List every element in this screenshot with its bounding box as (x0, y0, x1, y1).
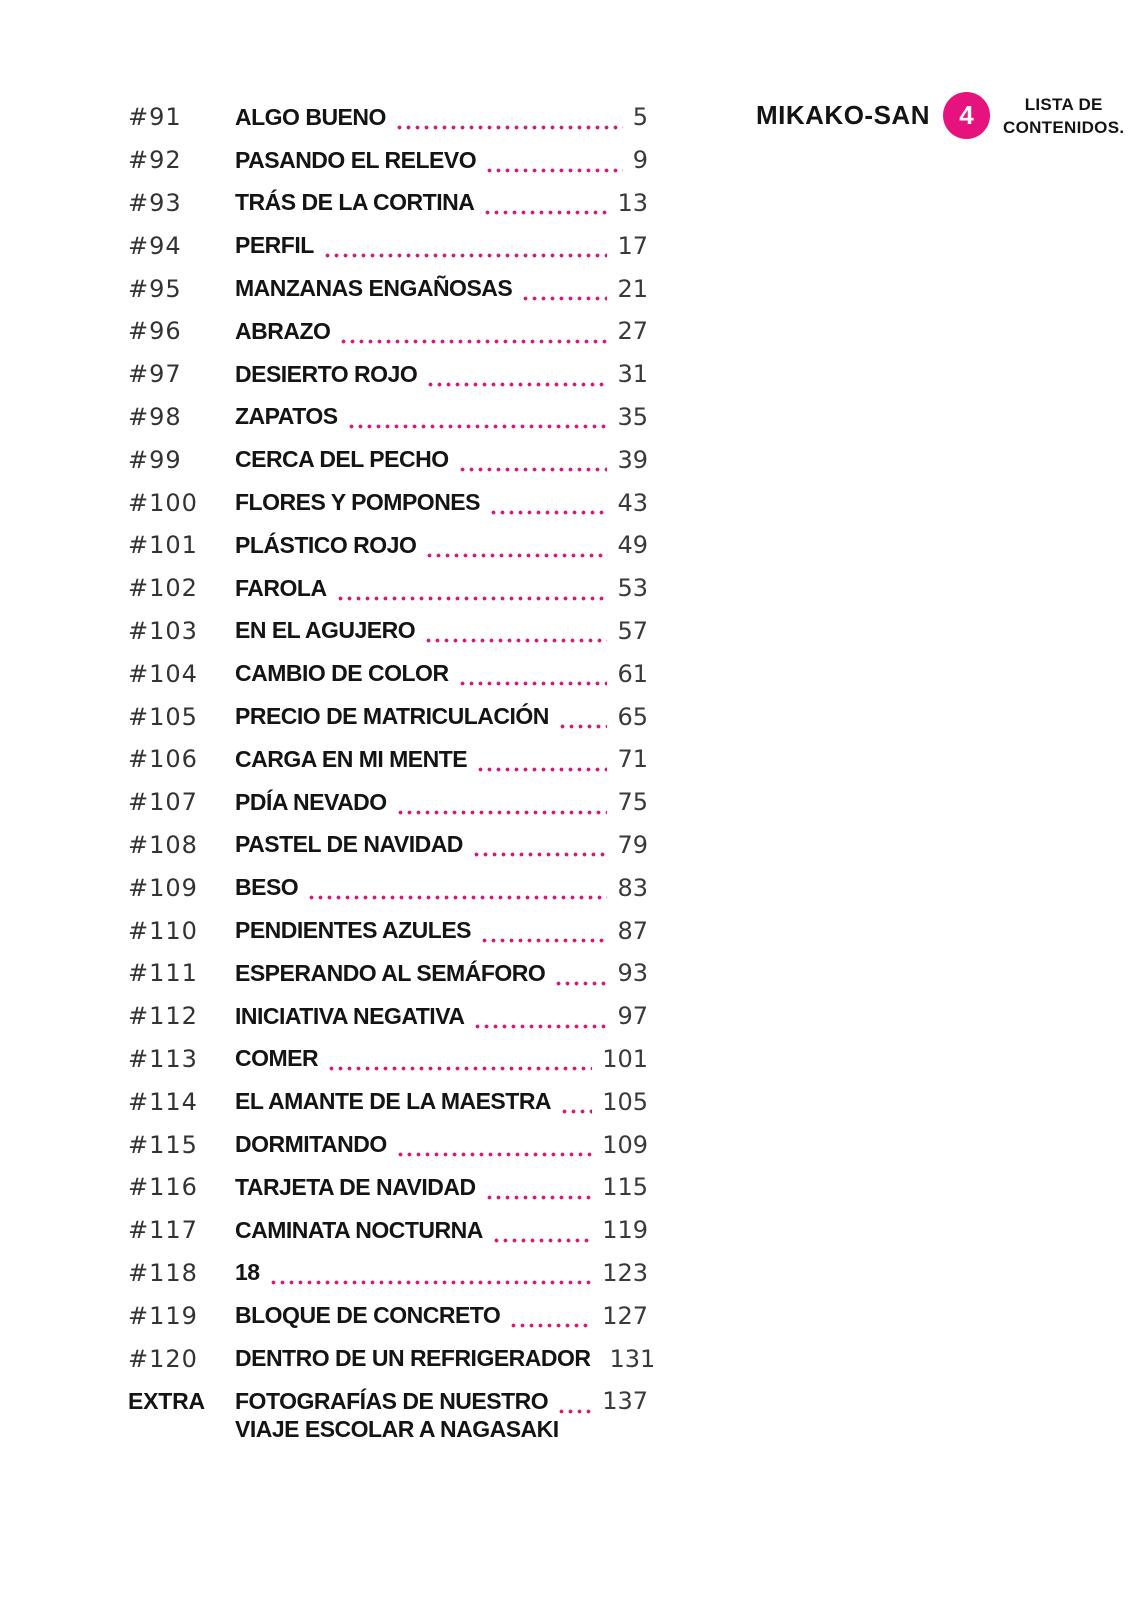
chapter-title: CAMINATA NOCTURNA (235, 1216, 483, 1243)
chapter-number: #106 (128, 745, 198, 774)
toc-entry-line (128, 310, 648, 353)
toc-entry-line (128, 824, 648, 867)
chapter-number: #100 (128, 488, 198, 517)
chapter-title: DESIERTO ROJO (235, 360, 418, 387)
chapter-title: MANZANAS ENGAÑOSAS (235, 275, 513, 302)
dotted-leader (473, 1024, 607, 1029)
dotted-leader (509, 1323, 592, 1328)
page-number: 27 (617, 317, 648, 346)
toc-entry-line (128, 1166, 648, 1209)
dotted-leader (476, 767, 607, 772)
toc-entry-line (128, 524, 648, 567)
toc-entry-line (128, 1080, 648, 1123)
toc-entry (128, 866, 648, 909)
chapter-title: DENTRO DE UN REFRIGERADOR (235, 1345, 591, 1371)
page-number: 61 (617, 659, 648, 688)
toc-entry-line (128, 1123, 648, 1166)
dotted-leader (458, 467, 608, 472)
toc-entry (128, 481, 648, 524)
dotted-leader (485, 1195, 593, 1200)
dotted-leader (395, 125, 623, 130)
page-number: 9 (632, 146, 648, 175)
toc-entry (128, 1380, 648, 1443)
page-number: 31 (617, 360, 648, 389)
toc-entry (128, 310, 648, 353)
page-number: 35 (617, 402, 648, 431)
table-of-contents (128, 96, 656, 1443)
page-number: 123 (602, 1258, 648, 1287)
toc-entry (128, 139, 648, 182)
chapter-number: #98 (128, 402, 182, 431)
chapter-number: #102 (128, 574, 198, 603)
toc-entry-line (128, 1337, 656, 1380)
page-number: 71 (617, 745, 648, 774)
chapter-number: #91 (128, 103, 182, 132)
toc-entry (128, 567, 648, 610)
chapter-number: #110 (128, 916, 198, 945)
dotted-leader (458, 681, 608, 686)
toc-entry (128, 738, 648, 781)
chapter-title: BESO (235, 874, 299, 901)
toc-entry-line (128, 909, 648, 952)
dotted-leader (347, 424, 608, 429)
page-number: 131 (609, 1344, 656, 1373)
chapter-title: ESPERANDO AL SEMÁFORO (235, 959, 546, 986)
chapter-number: #118 (128, 1258, 198, 1287)
page-number: 13 (617, 188, 648, 217)
dotted-leader (269, 1280, 593, 1285)
page-header (756, 92, 1124, 139)
toc-entry (128, 1038, 648, 1081)
chapter-title: FAROLA (235, 574, 327, 601)
chapter-title: INICIATIVA NEGATIVA (235, 1002, 465, 1029)
chapter-title: BLOQUE DE CONCRETO (235, 1302, 501, 1329)
chapter-number: #101 (128, 531, 198, 560)
chapter-number: #115 (128, 1130, 198, 1159)
chapter-number: #93 (128, 188, 182, 217)
dotted-leader (327, 1066, 592, 1071)
dotted-leader (560, 1109, 592, 1114)
toc-entry-line (128, 396, 648, 439)
page-number: 83 (617, 873, 648, 902)
chapter-number: #108 (128, 830, 198, 859)
toc-entry-line (128, 481, 648, 524)
chapter-number: #117 (128, 1216, 198, 1245)
page-number: 43 (617, 488, 648, 517)
page-number: 109 (602, 1130, 648, 1159)
toc-entry (128, 652, 648, 695)
dotted-leader (323, 253, 608, 258)
chapter-number: #116 (128, 1173, 198, 1202)
dotted-leader (558, 724, 608, 729)
page-number: 49 (617, 531, 648, 560)
chapter-title: PRECIO DE MATRICULACIÓN (235, 703, 549, 730)
chapter-title: PDÍA NEVADO (235, 788, 387, 815)
chapter-number: #94 (128, 231, 182, 260)
toc-entry-line (128, 738, 648, 781)
toc-entry-line (128, 1294, 648, 1337)
toc-entry (128, 610, 648, 653)
toc-entry (128, 438, 648, 481)
dotted-leader (521, 296, 607, 301)
chapter-title: CERCA DEL PECHO (235, 446, 449, 473)
toc-entry (128, 995, 648, 1038)
chapter-number: EXTRA (128, 1387, 205, 1414)
toc-entry-line (128, 952, 648, 995)
toc-entry-line (128, 866, 648, 909)
page-number: 119 (602, 1216, 648, 1245)
chapter-title-line2: VIAJE ESCOLAR A NAGASAKI (235, 1415, 559, 1442)
chapter-number: #120 (128, 1344, 198, 1373)
chapter-number: #97 (128, 360, 182, 389)
dotted-leader (307, 895, 607, 900)
page-number: 137 (602, 1387, 648, 1416)
chapter-title: EN EL AGUJERO (235, 617, 416, 644)
toc-entry-line (128, 1252, 648, 1295)
chapter-number: #103 (128, 616, 198, 645)
toc-entry (128, 353, 648, 396)
page-number: 101 (602, 1044, 648, 1073)
chapter-number: #104 (128, 659, 198, 688)
page-number: 127 (602, 1301, 648, 1330)
toc-entry (128, 182, 648, 225)
chapter-title: PLÁSTICO ROJO (235, 531, 417, 558)
toc-entry (128, 781, 648, 824)
toc-entry-line (128, 1209, 648, 1252)
page-number: 75 (617, 788, 648, 817)
toc-entry-line (128, 995, 648, 1038)
chapter-title: 18 (235, 1259, 260, 1286)
chapter-title: ZAPATOS (235, 403, 338, 430)
page-number: 65 (617, 702, 648, 731)
page-number: 39 (617, 445, 648, 474)
chapter-title: FOTOGRAFÍAS DE NUESTRO (235, 1387, 549, 1414)
chapter-number: #107 (128, 788, 198, 817)
dotted-leader (396, 810, 608, 815)
chapter-number: #114 (128, 1087, 198, 1116)
dotted-leader (396, 1152, 592, 1157)
toc-entry (128, 267, 648, 310)
toc-entry-line (128, 695, 648, 738)
chapter-number: #113 (128, 1044, 198, 1073)
dotted-leader (472, 852, 608, 857)
chapter-title: ABRAZO (235, 317, 331, 344)
toc-entry (128, 1123, 648, 1166)
chapter-title: PASTEL DE NAVIDAD (235, 831, 463, 858)
toc-entry-line (128, 182, 648, 225)
chapter-title: ALGO BUENO (235, 103, 386, 130)
dotted-leader (554, 981, 607, 986)
toc-entry (128, 396, 648, 439)
dotted-leader (485, 168, 623, 173)
chapter-number: #112 (128, 1002, 198, 1031)
toc-entry (128, 1166, 648, 1209)
contents-heading-line2: CONTENIDOS. (1003, 117, 1125, 137)
toc-entry (128, 952, 648, 995)
chapter-title: COMER (235, 1045, 319, 1072)
toc-entry-line (128, 96, 648, 139)
toc-entry (128, 224, 648, 267)
dotted-leader (492, 1238, 592, 1243)
page-number: 5 (632, 103, 648, 132)
toc-entry-line (128, 139, 648, 182)
page-number: 87 (617, 916, 648, 945)
page-number: 21 (617, 274, 648, 303)
page-number: 105 (602, 1087, 648, 1116)
toc-entry (128, 695, 648, 738)
chapter-title: PERFIL (235, 232, 314, 259)
page-number: 79 (617, 830, 648, 859)
toc-entry (128, 1080, 648, 1123)
chapter-title: CAMBIO DE COLOR (235, 660, 449, 687)
toc-entry-line (128, 567, 648, 610)
page-number: 97 (617, 1002, 648, 1031)
toc-entry (128, 96, 648, 139)
toc-entry (128, 1337, 656, 1380)
contents-heading (1003, 93, 1124, 139)
dotted-leader (489, 510, 607, 515)
dotted-leader (480, 938, 607, 943)
toc-entry (128, 524, 648, 567)
page-number: 93 (617, 959, 648, 988)
chapter-title: FLORES Y POMPONES (235, 489, 480, 516)
toc-entry-line (128, 652, 648, 695)
chapter-title: TARJETA DE NAVIDAD (235, 1173, 476, 1200)
toc-entry (128, 1294, 648, 1337)
page-number: 17 (617, 231, 648, 260)
chapter-number: #119 (128, 1301, 198, 1330)
series-title: MIKAKO-SAN (756, 100, 930, 130)
toc-entry-line (128, 610, 648, 653)
dotted-leader (426, 382, 607, 387)
chapter-title: CARGA EN MI MENTE (235, 745, 468, 772)
chapter-title: EL AMANTE DE LA MAESTRA (235, 1088, 552, 1115)
chapter-number: #95 (128, 274, 182, 303)
chapter-number: #96 (128, 317, 182, 346)
dotted-leader (424, 638, 607, 643)
chapter-title: PENDIENTES AZULES (235, 917, 472, 944)
chapter-number: #105 (128, 702, 198, 731)
page-number: 53 (617, 574, 648, 603)
volume-number: 4 (959, 100, 974, 130)
toc-entry-line (128, 438, 648, 481)
contents-heading-line1: LISTA DE (1024, 94, 1103, 114)
page-number: 115 (602, 1173, 648, 1202)
toc-entry-line (128, 1038, 648, 1081)
toc-entry (128, 824, 648, 867)
volume-number-badge (943, 92, 990, 139)
toc-entry-line (128, 267, 648, 310)
dotted-leader (425, 553, 607, 558)
chapter-title: TRÁS DE LA CORTINA (235, 189, 475, 216)
dotted-leader (339, 339, 607, 344)
dotted-leader (557, 1409, 592, 1414)
chapter-number: #111 (128, 959, 198, 988)
toc-entry (128, 1252, 648, 1295)
chapter-number: #92 (128, 146, 182, 175)
toc-entry (128, 909, 648, 952)
toc-entry-line (128, 781, 648, 824)
chapter-title: PASANDO EL RELEVO (235, 146, 477, 173)
toc-entry-line (128, 353, 648, 396)
page-number: 57 (617, 616, 648, 645)
toc-entry (128, 1209, 648, 1252)
dotted-leader (336, 596, 608, 601)
toc-entry-line (128, 224, 648, 267)
chapter-number: #99 (128, 445, 182, 474)
chapter-title: DORMITANDO (235, 1131, 387, 1158)
chapter-number: #109 (128, 873, 198, 902)
dotted-leader (483, 210, 607, 215)
